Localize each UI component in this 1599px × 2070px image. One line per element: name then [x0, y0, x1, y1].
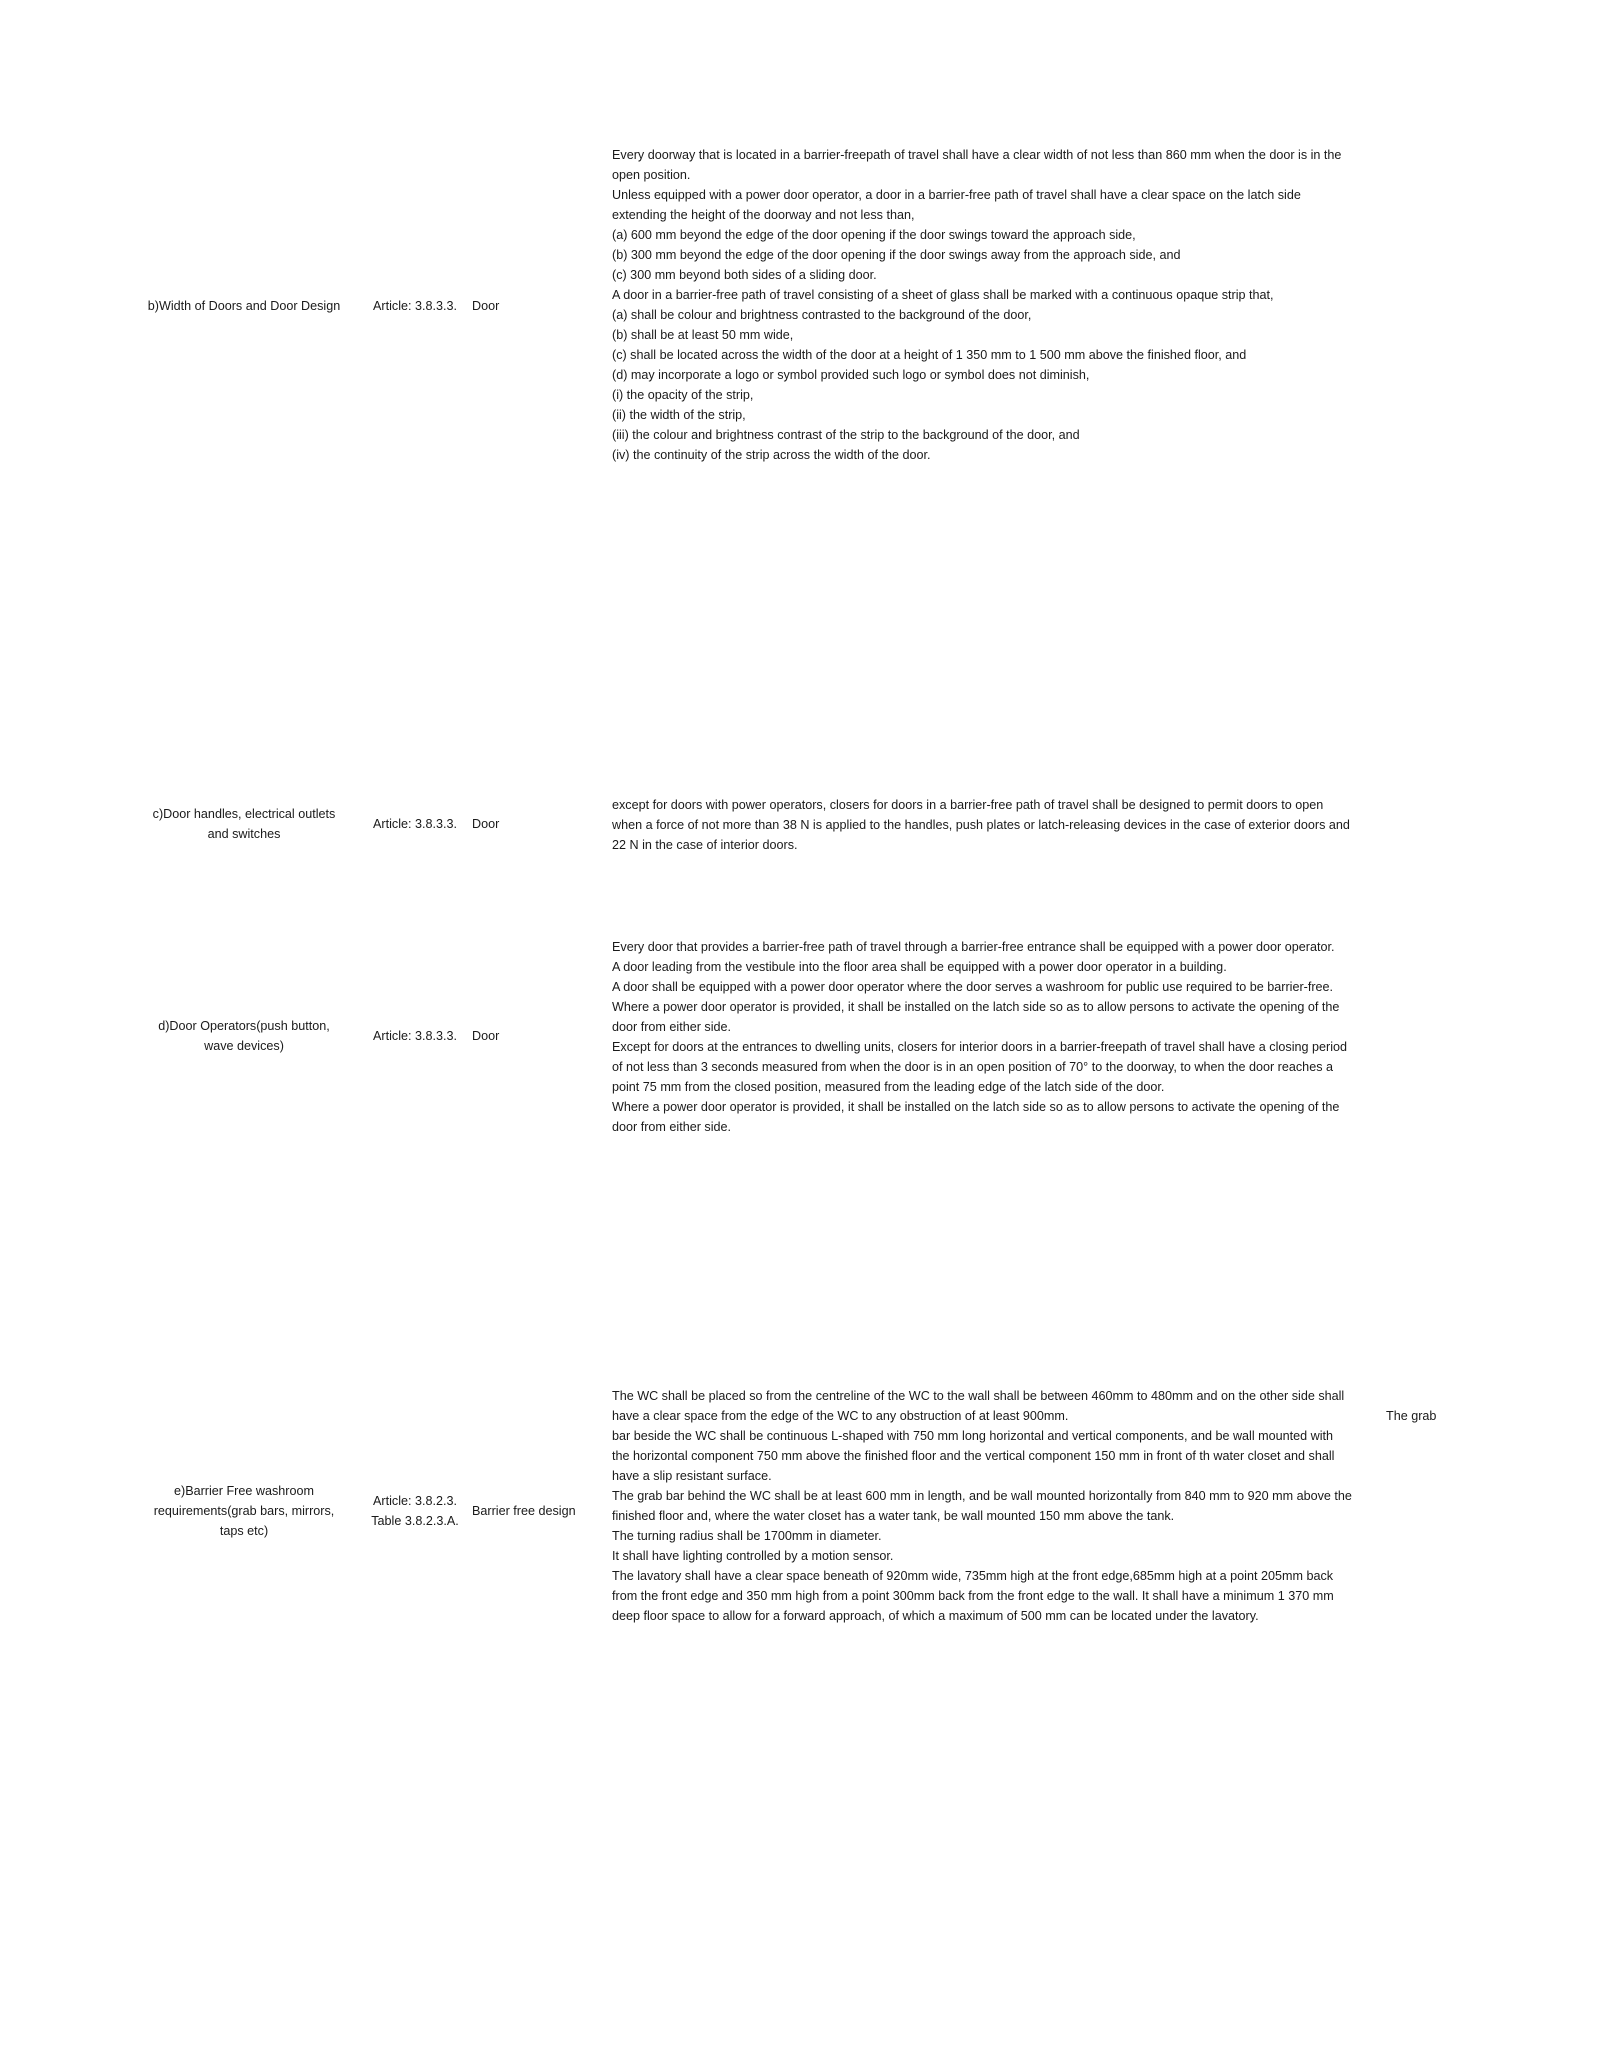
article-line: Table 3.8.2.3.A. [371, 1514, 459, 1528]
requirement-line: door from either side. [612, 1020, 731, 1034]
requirement-cell [612, 937, 1448, 1137]
requirement-cell [612, 145, 1448, 465]
category-cell [472, 296, 598, 316]
topic-line: b)Width of Doors and Door Design [147, 299, 341, 313]
requirement-line: from the front edge and 350 mm high from a point 300mm back from the front edge to the wall. It shall have a minimum 1 370 mm [612, 1589, 1334, 1603]
requirement-line: Where a power door operator is provided, it shall be installed on the latch side so as to allow persons to activate the opening of the [612, 1000, 1340, 1014]
requirement-line: finished floor and, where the water closet has a water tank, be wall mounted 150 mm above the tank. [612, 1509, 1175, 1523]
requirement-line: (d) may incorporate a logo or symbol provided such logo or symbol does not diminish, [612, 368, 1090, 382]
article-cell [362, 296, 468, 316]
topic-cell [128, 296, 360, 316]
topic-line: c)Door handles, electrical outlets [152, 807, 336, 821]
requirement-line: when a force of not more than 38 N is applied to the handles, push plates or latch-releasing devices in the case of exterior doors and [612, 818, 1350, 832]
requirement-line: (ii) the width of the strip, [612, 408, 746, 422]
requirement-line: of not less than 3 seconds measured from when the door is in an open position of 70° to the doorway, to when the door reaches a [612, 1060, 1333, 1074]
article-cell [362, 1491, 468, 1531]
category-cell [472, 1026, 598, 1046]
requirement-line: The grab bar behind the WC shall be at least 600 mm in length, and be wall mounted horizontally from 840 mm to 920 mm above the [612, 1489, 1352, 1503]
category-text: Door [472, 1029, 500, 1043]
topic-line: d)Door Operators(push button, [158, 1019, 330, 1033]
requirement-line-right: The grab [1386, 1409, 1437, 1423]
requirement-line: except for doors with power operators, closers for doors in a barrier-free path of travel shall be designed to permit doors to open [612, 798, 1324, 812]
requirement-line-left: have a clear space from the edge of the WC to any obstruction of at least 900mm. [612, 1409, 1069, 1423]
requirement-line: (b) shall be at least 50 mm wide, [612, 328, 794, 342]
article-line: Article: 3.8.3.3. [373, 1029, 457, 1043]
topic-line: taps etc) [219, 1524, 269, 1538]
requirement-line: extending the height of the doorway and not less than, [612, 208, 915, 222]
requirement-line: point 75 mm from the closed position, measured from the leading edge of the latch side of the door. [612, 1080, 1165, 1094]
requirement-line: A door shall be equipped with a power door operator where the door serves a washroom for public use required to be barrier-free. [612, 980, 1334, 994]
topic-cell [128, 1481, 360, 1541]
article-cell [362, 814, 468, 834]
requirement-line: It shall have lighting controlled by a motion sensor. [612, 1549, 894, 1563]
article-cell [362, 1026, 468, 1046]
requirement-line: open position. [612, 168, 691, 182]
requirement-line: (iv) the continuity of the strip across the width of the door. [612, 448, 931, 462]
requirement-line: (c) shall be located across the width of the door at a height of 1 350 mm to 1 500 mm above the finished floor, and [612, 348, 1247, 362]
requirement-line: deep floor space to allow for a forward approach, of which a maximum of 500 mm can be located under the lavatory. [612, 1609, 1259, 1623]
requirement-line: Except for doors at the entrances to dwelling units, closers for interior doors in a barrier-freepath of travel shall have a closing period [612, 1040, 1348, 1054]
topic-cell [128, 804, 360, 844]
requirement-line: Every doorway that is located in a barrier-freepath of travel shall have a clear width of not less than 860 mm when the door is in the [612, 148, 1342, 162]
requirement-line: (c) 300 mm beyond both sides of a sliding door. [612, 268, 877, 282]
category-cell [472, 1501, 598, 1521]
requirement-line: (i) the opacity of the strip, [612, 388, 754, 402]
requirement-line: 22 N in the case of interior doors. [612, 838, 798, 852]
requirement-line: Where a power door operator is provided, it shall be installed on the latch side so as to allow persons to activate the opening of the [612, 1100, 1340, 1114]
requirement-line: (a) 600 mm beyond the edge of the door opening if the door swings toward the approach side, [612, 228, 1136, 242]
requirement-line: the horizontal component 750 mm above the finished floor and the vertical component 150 mm in front of th water closet and shall [612, 1449, 1335, 1463]
category-text: Door [472, 299, 500, 313]
requirement-cell [612, 795, 1448, 855]
article-line: Article: 3.8.3.3. [373, 299, 457, 313]
requirement-line: (iii) the colour and brightness contrast of the strip to the background of the door, and [612, 428, 1080, 442]
requirement-line: The turning radius shall be 1700mm in diameter. [612, 1529, 882, 1543]
requirement-line: have a slip resistant surface. [612, 1469, 772, 1483]
topic-cell [128, 1016, 360, 1056]
requirement-line: The lavatory shall have a clear space beneath of 920mm wide, 735mm high at the front edge,685mm high at a point 205mm back [612, 1569, 1334, 1583]
requirement-line: A door in a barrier-free path of travel consisting of a sheet of glass shall be marked with a continuous opaque strip that, [612, 288, 1274, 302]
topic-line: requirements(grab bars, mirrors, [153, 1504, 335, 1518]
category-text: Barrier free design [472, 1504, 576, 1518]
requirement-line: Unless equipped with a power door operator, a door in a barrier-free path of travel shall have a clear space on the latch side [612, 188, 1301, 202]
topic-line: wave devices) [204, 1039, 284, 1053]
topic-line: and switches [207, 827, 281, 841]
article-line: Article: 3.8.2.3. [373, 1494, 457, 1508]
category-cell [472, 814, 598, 834]
topic-line: e)Barrier Free washroom [174, 1484, 314, 1498]
requirement-line: door from either side. [612, 1120, 731, 1134]
category-text: Door [472, 817, 500, 831]
article-line: Article: 3.8.3.3. [373, 817, 457, 831]
requirement-line: bar beside the WC shall be continuous L-shaped with 750 mm long horizontal and vertical components, and be wall mounted with [612, 1429, 1334, 1443]
requirement-line: The WC shall be placed so from the centreline of the WC to the wall shall be between 460mm to 480mm and on the other side shall [612, 1389, 1345, 1403]
requirement-line [612, 1406, 1448, 1426]
requirement-cell [612, 1386, 1448, 1626]
requirement-line: A door leading from the vestibule into the floor area shall be equipped with a power door operator in a building. [612, 960, 1227, 974]
requirement-line: (b) 300 mm beyond the edge of the door opening if the door swings away from the approach side, and [612, 248, 1181, 262]
requirement-line: Every door that provides a barrier-free path of travel through a barrier-free entrance shall be equipped with a power door operator. [612, 940, 1335, 954]
requirement-line: (a) shall be colour and brightness contrasted to the background of the door, [612, 308, 1032, 322]
